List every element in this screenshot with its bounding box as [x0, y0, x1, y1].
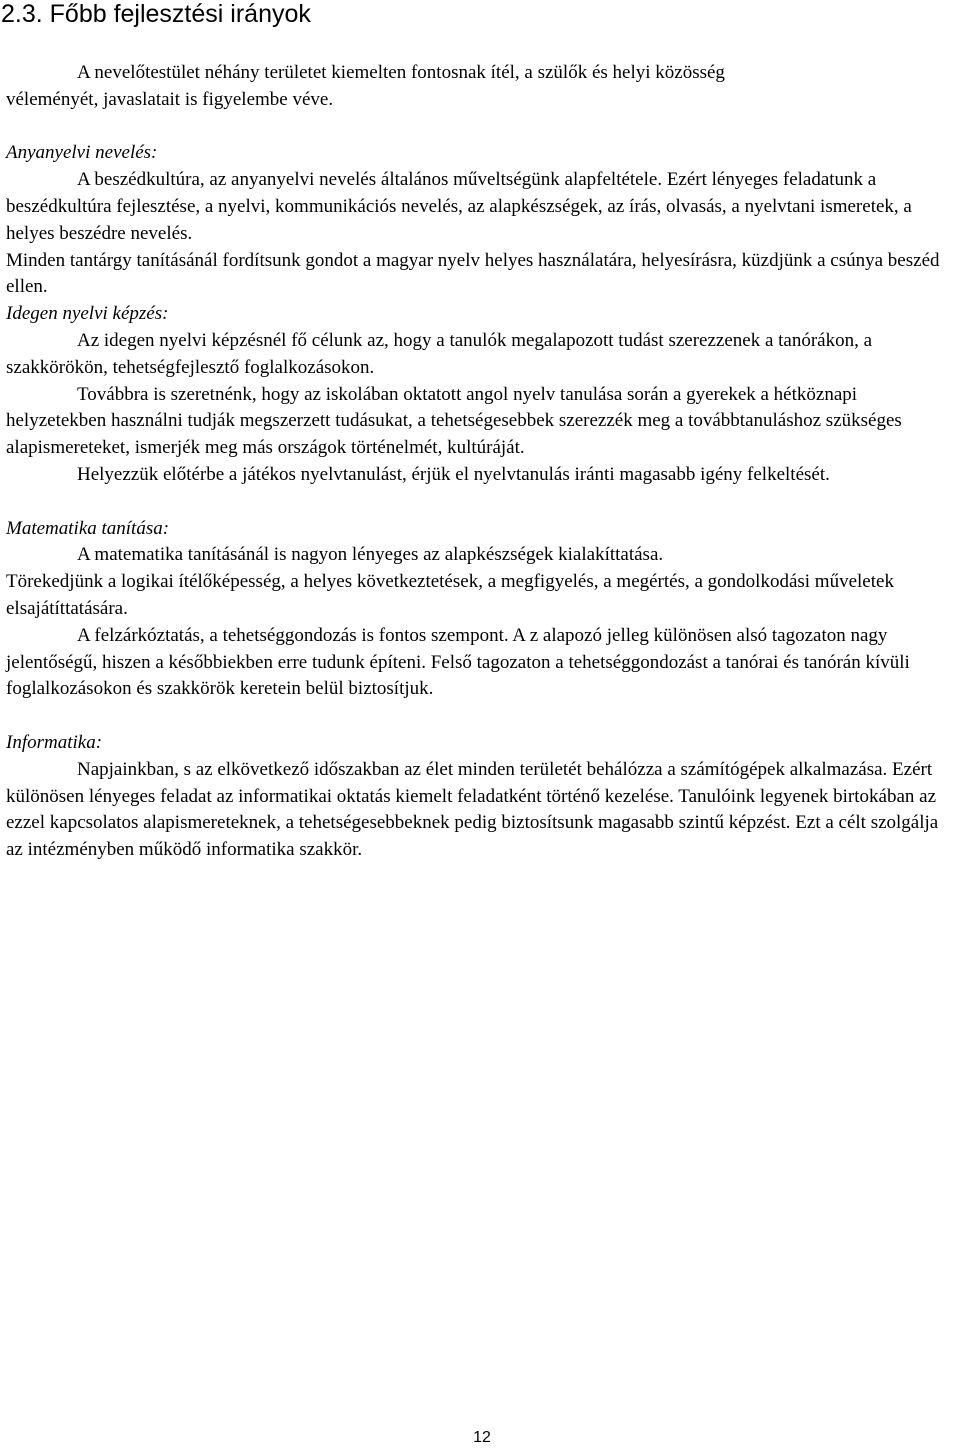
anyanyelvi-paragraph-2: Minden tantárgy tanításánál fordítsunk gondot a magyar nyelv helyes használatára, helyesírásra, küzdjünk a csúnya beszéd ellen.: [6, 249, 940, 298]
idegen-title: Idegen nyelvi képzés:: [6, 303, 169, 325]
anyanyelvi-title: Anyanyelvi nevelés:: [6, 142, 158, 164]
informatika-paragraph-1: Napjainkban, s az elkövetkező időszakban az élet minden területét behálózza a számítógépek alkalmazása. Ezért különösen lényeges feladat az informatikai oktatás kiemelt feladatként történő kezelése. Tanulóink legyenek birtokában az ezzel kapcsolatos alapismereteknek, a tehetségesebbeknek pedig biztosítsunk magasabb szintű képzést. Ezt a célt szolgálja az intézményben működő informatika szakkör.: [6, 758, 939, 861]
idegen-paragraph-2: Továbbra is szeretnénk, hogy az iskolában oktatott angol nyelv tanulása során a gyerekek a hétköznapi helyzetekben használni tudják megszerzett tudásukat, a tehetségesebbek szerezzék meg a továbbtanuláshoz szükséges alapismereteket, ismerjék meg más országok történelmét, kultúráját.: [6, 383, 902, 459]
matematika-title: Matematika tanítása:: [6, 517, 170, 539]
spacer: [6, 114, 956, 141]
matematika-paragraph-3: A felzárkóztatás, a tehetséggondozás is fontos szempont. A z alapozó jelleg különösen alsó tagozaton nagy jelentőségű, hiszen a későbbiekben erre tudunk építeni. Felső tagozaton a tehetséggondozást a tanórai és tanórán kívüli foglalkozásokon és szakkörök keretein belül biztosítjuk.: [6, 624, 910, 700]
intro-line-1: A nevelőtestület néhány területet kiemelten fontosnak ítél, a szülők és helyi közösség: [77, 62, 725, 83]
spacer: [6, 489, 956, 516]
idegen-paragraph-3: Helyezzük előtérbe a játékos nyelvtanulást, érjük el nyelvtanulás iránti magasabb igény felkeltését.: [77, 463, 830, 485]
page-number: 12: [473, 1429, 491, 1446]
matematika-paragraph-2: Törekedjünk a logikai ítélőképesség, a helyes következtetések, a megfigyelés, a megértés, a gondolkodási műveletek elsajátíttatására.: [6, 571, 894, 619]
section-heading: 2.3. Főbb fejlesztési irányok: [1, 0, 311, 28]
idegen-paragraph-1: Az idegen nyelvi képzésnél fő célunk az, hogy a tanulók megalapozott tudást szerezzenek a tanórákon, a szakkörökön, tehetségfejlesztő foglalkozásokon.: [6, 329, 873, 378]
anyanyelvi-paragraph-1: A beszédkultúra, az anyanyelvi nevelés általános műveltségünk alapfeltétele. Ezért lényeges feladatunk a beszédkultúra fejlesztése, a nyelvi, kommunikációs nevelés, az alapkészségek, az írás, olvasás, a nyelvtani ismeretek, a helyes beszédre nevelés.: [6, 169, 912, 244]
body-text: [6, 60, 956, 864]
matematika-paragraph-1: A matematika tanításánál is nagyon lényeges az alapkészségek kialakíttatása.: [77, 544, 664, 566]
intro-paragraph: [6, 60, 956, 114]
intro-line-2: véleményét, javaslatait is figyelembe véve.: [6, 88, 334, 110]
informatika-title: Informatika:: [6, 731, 103, 753]
spacer: [6, 703, 956, 730]
